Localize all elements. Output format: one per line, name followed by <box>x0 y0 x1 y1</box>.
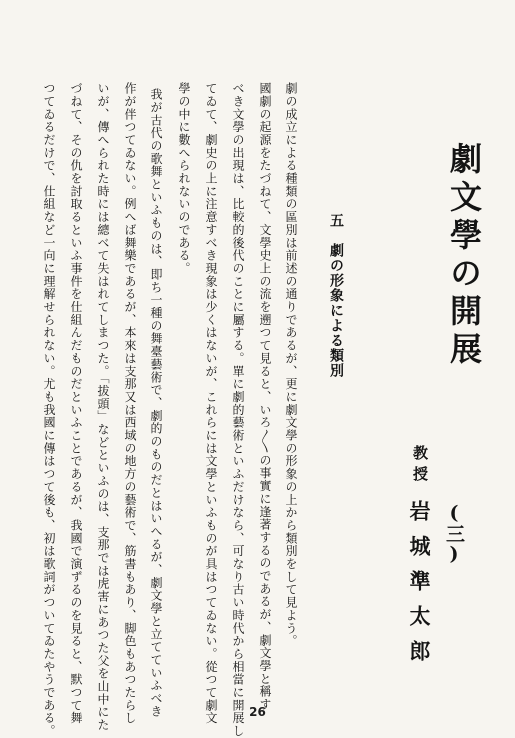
body-line: 學の中に數へられないのである。 <box>177 82 191 275</box>
article-title: 劇文學の開展 <box>445 142 483 370</box>
article-volume: (三) <box>443 502 465 565</box>
body-line: いが、傳へられた時には總べて失はれてしまつた。「拔頭」などといふのは、支那では虎害にあつた父を山中にた <box>96 82 110 732</box>
body-line: 國劇の起源をたづねて、文學史上の流を遡つて見ると、いろ〳〵の事實に逢著するのであるが、劇文學と稱す <box>258 82 272 711</box>
body-line: 劇の成立による種類の區別は前述の通りであるが、更に劇文學の形象の上から類別をして見よう。 <box>284 82 298 648</box>
body-line: づねて、その仇を討取るといふ事件を仕組んだものだといふことであるが、我國で演ずるのを見ると、默つて舞 <box>69 82 83 725</box>
body-line: 作が伴つてゐない。例へば舞樂であるが、本來は支那又は西域の地方の藝術で、筋書もあり、脚色もあつたらし <box>123 82 137 725</box>
body-line: 我が古代の歌舞といふものは、即ち一種の舞臺藝術で、劇的のものだとはいへるが、劇文學と立てていふべき <box>149 88 163 718</box>
body-line: べき文學の出現は、比較的後代のことに屬する。單に劇的藝術といふだけなら、可なり古い時代から相當に開展し <box>231 82 245 738</box>
body-line: てゐて、劇史の上に注意すべき現象は少くはないが、これらには文學といふものが具はつてゐない。從つて劇文 <box>204 82 218 725</box>
author-role: 教授 <box>411 445 429 487</box>
author-name: 岩城準太郎 <box>407 500 432 675</box>
section-heading: 五 劇の形象による類別 <box>328 213 344 378</box>
page-number: 26 <box>249 705 266 719</box>
body-line: つてゐるだけで、仕組など一向に理解せられない。尤も我國に傳はつて後も、初は歌詞がついてゐたやうである。 <box>42 82 56 738</box>
